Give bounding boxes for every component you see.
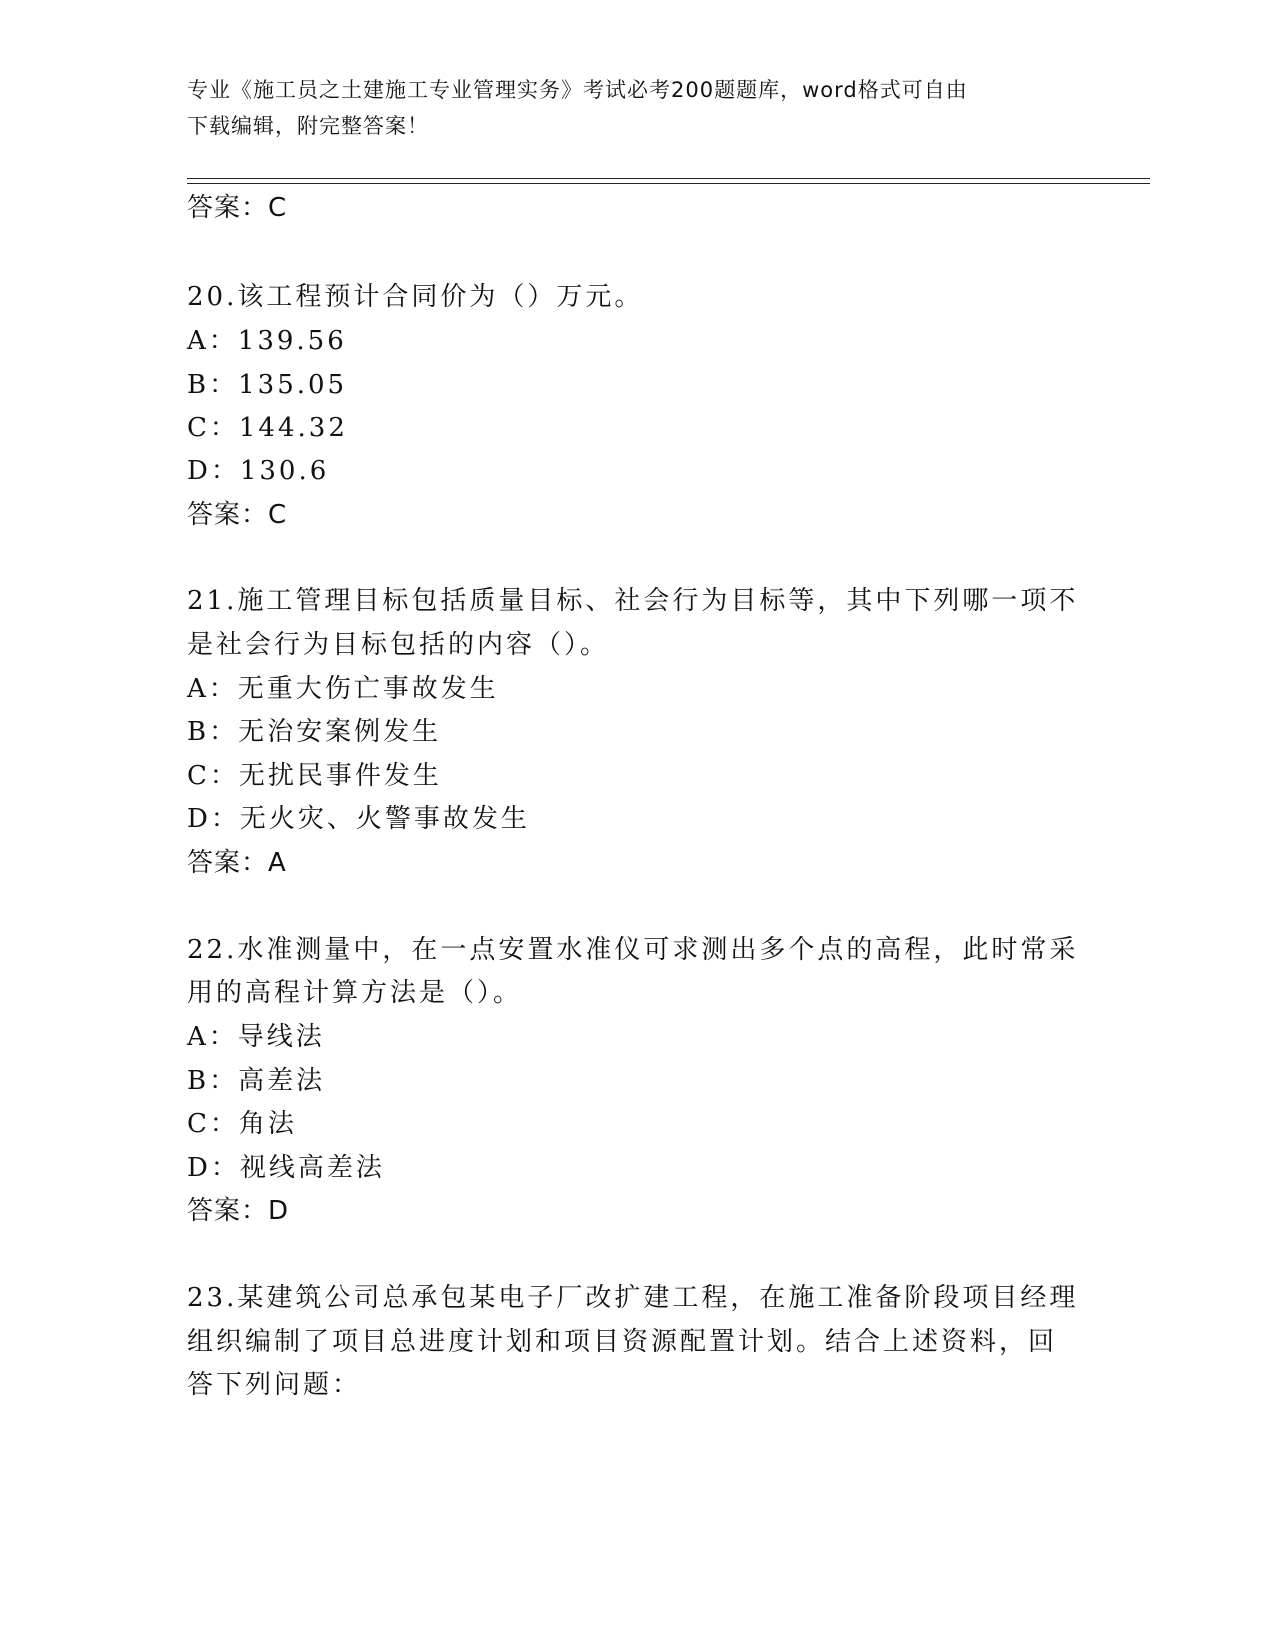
option-a: A：导线法 [187,1022,325,1052]
option-b: B：无治安案例发生 [187,717,442,747]
option-b: B：135.05 [187,370,348,400]
header-rule-bottom [187,183,1150,184]
question-stem: 20.该工程预计合同价为（）万元。 [187,282,644,312]
header-line-2: 下载编辑，附完整答案！ [187,114,429,138]
question-stem-line-1: 21.施工管理目标包括质量目标、社会行为目标等，其中下列哪一项不 [187,586,1079,616]
question-stem-line-1: 22.水准测量中，在一点安置水准仪可求测出多个点的高程，此时常采 [187,935,1079,965]
option-a: A：无重大伤亡事故发生 [187,674,499,704]
answer: 答案：A [187,848,287,878]
option-d: D：无火灾、火警事故发生 [187,804,530,834]
header-line-1: 专业《施工员之土建施工专业管理实务》考试必考200题题库，word格式可自由 [187,78,968,102]
answer: 答案：D [187,1196,290,1226]
option-d: D：130.6 [187,456,330,486]
option-d: D：视线高差法 [187,1153,385,1183]
option-a: A：139.56 [187,326,347,356]
option-c: C：无扰民事件发生 [187,761,442,791]
question-stem-line-2: 用的高程计算方法是（）。 [187,978,523,1008]
option-c: C：144.32 [187,413,348,443]
document-header [187,72,1067,144]
option-b: B：高差法 [187,1066,326,1096]
answer-19: 答案：C [187,193,288,223]
question-stem-line-2: 是社会行为目标包括的内容（）。 [187,630,610,660]
question-stem-line-3: 答下列问题： [187,1370,362,1400]
answer: 答案：C [187,500,288,530]
header-rule-top [187,178,1150,179]
question-stem-line-2: 组织编制了项目总进度计划和项目资源配置计划。结合上述资料，回 [187,1327,1058,1357]
question-stem-line-1: 23.某建筑公司总承包某电子厂改扩建工程，在施工准备阶段项目经理 [187,1283,1079,1313]
option-c: C：角法 [187,1109,297,1139]
